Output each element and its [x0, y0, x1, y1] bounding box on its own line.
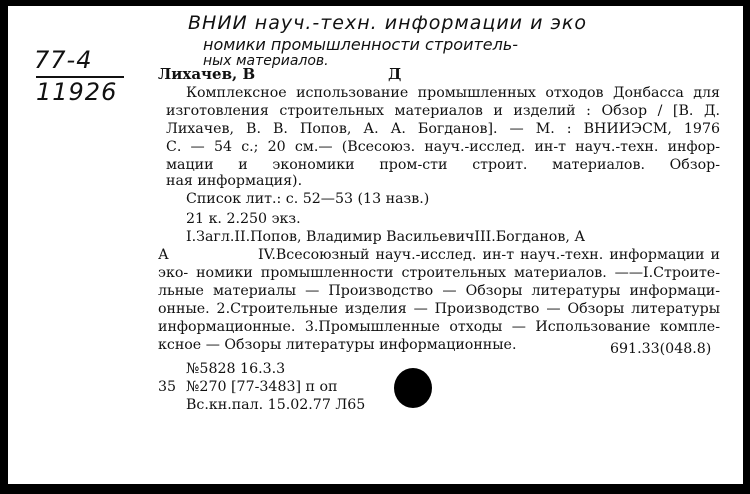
- subject-line-5: ксное — Обзоры литературы информационные.: [158, 337, 517, 353]
- subject-line-1: эко- номики промышленности строительных материалов. ——I.Строите-: [158, 265, 720, 281]
- subject-line-2: льные материалы — Производство — Обзоры литературы информаци-: [158, 283, 720, 299]
- description-line-1: Комплексное использование промышленных отходов Донбасса для: [186, 85, 720, 101]
- hole-punch-mark: [394, 368, 432, 408]
- added-headings-line2: IV.Всесоюзный науч.-исслед. ин-т науч.-техн. информации и: [258, 247, 720, 263]
- description-line-2: изготовления строительных материалов и изделий : Обзор / [В. Д.: [166, 103, 720, 119]
- subject-line-4: информационные. 3.Промышленные отходы — Использование комплe-: [158, 319, 720, 335]
- added-headings-line1: I.Загл.II.Попов, Владимир ВасильевичIII.Богданов, А: [186, 229, 586, 245]
- description-line-4: С. — 54 с.; 20 см.— (Всесоюз. науч.-исслед. ин-т науч.-техн. инфор-: [166, 139, 720, 155]
- author-initial: Д: [388, 65, 402, 83]
- order-number: №270 [77-3483] п оп: [186, 379, 338, 395]
- handwritten-shelf-mark: 77-4: [34, 46, 93, 74]
- catalog-card: [8, 6, 743, 484]
- description-line-6: ная информация).: [166, 173, 303, 189]
- classification-code: 691.33(048.8): [610, 341, 712, 357]
- handwritten-inventory-number: 11926: [36, 78, 118, 106]
- bibliography-note: Список лит.: с. 52—53 (13 назв.): [186, 191, 430, 207]
- description-line-5: мации и экономики пром-сти строит. материалов. Обзор-: [166, 157, 720, 173]
- order-prefix: 35: [158, 379, 177, 395]
- description-line-3: Лихачев, В. В. Попов, А. А. Богданов]. — М. : ВНИИЭСМ, 1976: [166, 121, 720, 137]
- handwritten-organization-line2: номики промышленности строитель-: [203, 35, 519, 54]
- author-heading: Лихачев, В: [158, 65, 256, 83]
- subject-line-3: онные. 2.Строительные изделия — Производство — Обзоры литературы: [158, 301, 720, 317]
- record-number: №5828 16.3.3: [186, 361, 286, 377]
- added-headings-initial: А: [158, 247, 169, 263]
- handwritten-organization-line3: ных материалов.: [203, 53, 329, 69]
- price-and-copies: 21 к. 2.250 экз.: [186, 211, 301, 227]
- handwritten-organization-line1: ВНИИ науч.-техн. информации и эко: [188, 12, 587, 34]
- book-chamber-info: Вс.кн.пал. 15.02.77 Л65: [186, 397, 366, 413]
